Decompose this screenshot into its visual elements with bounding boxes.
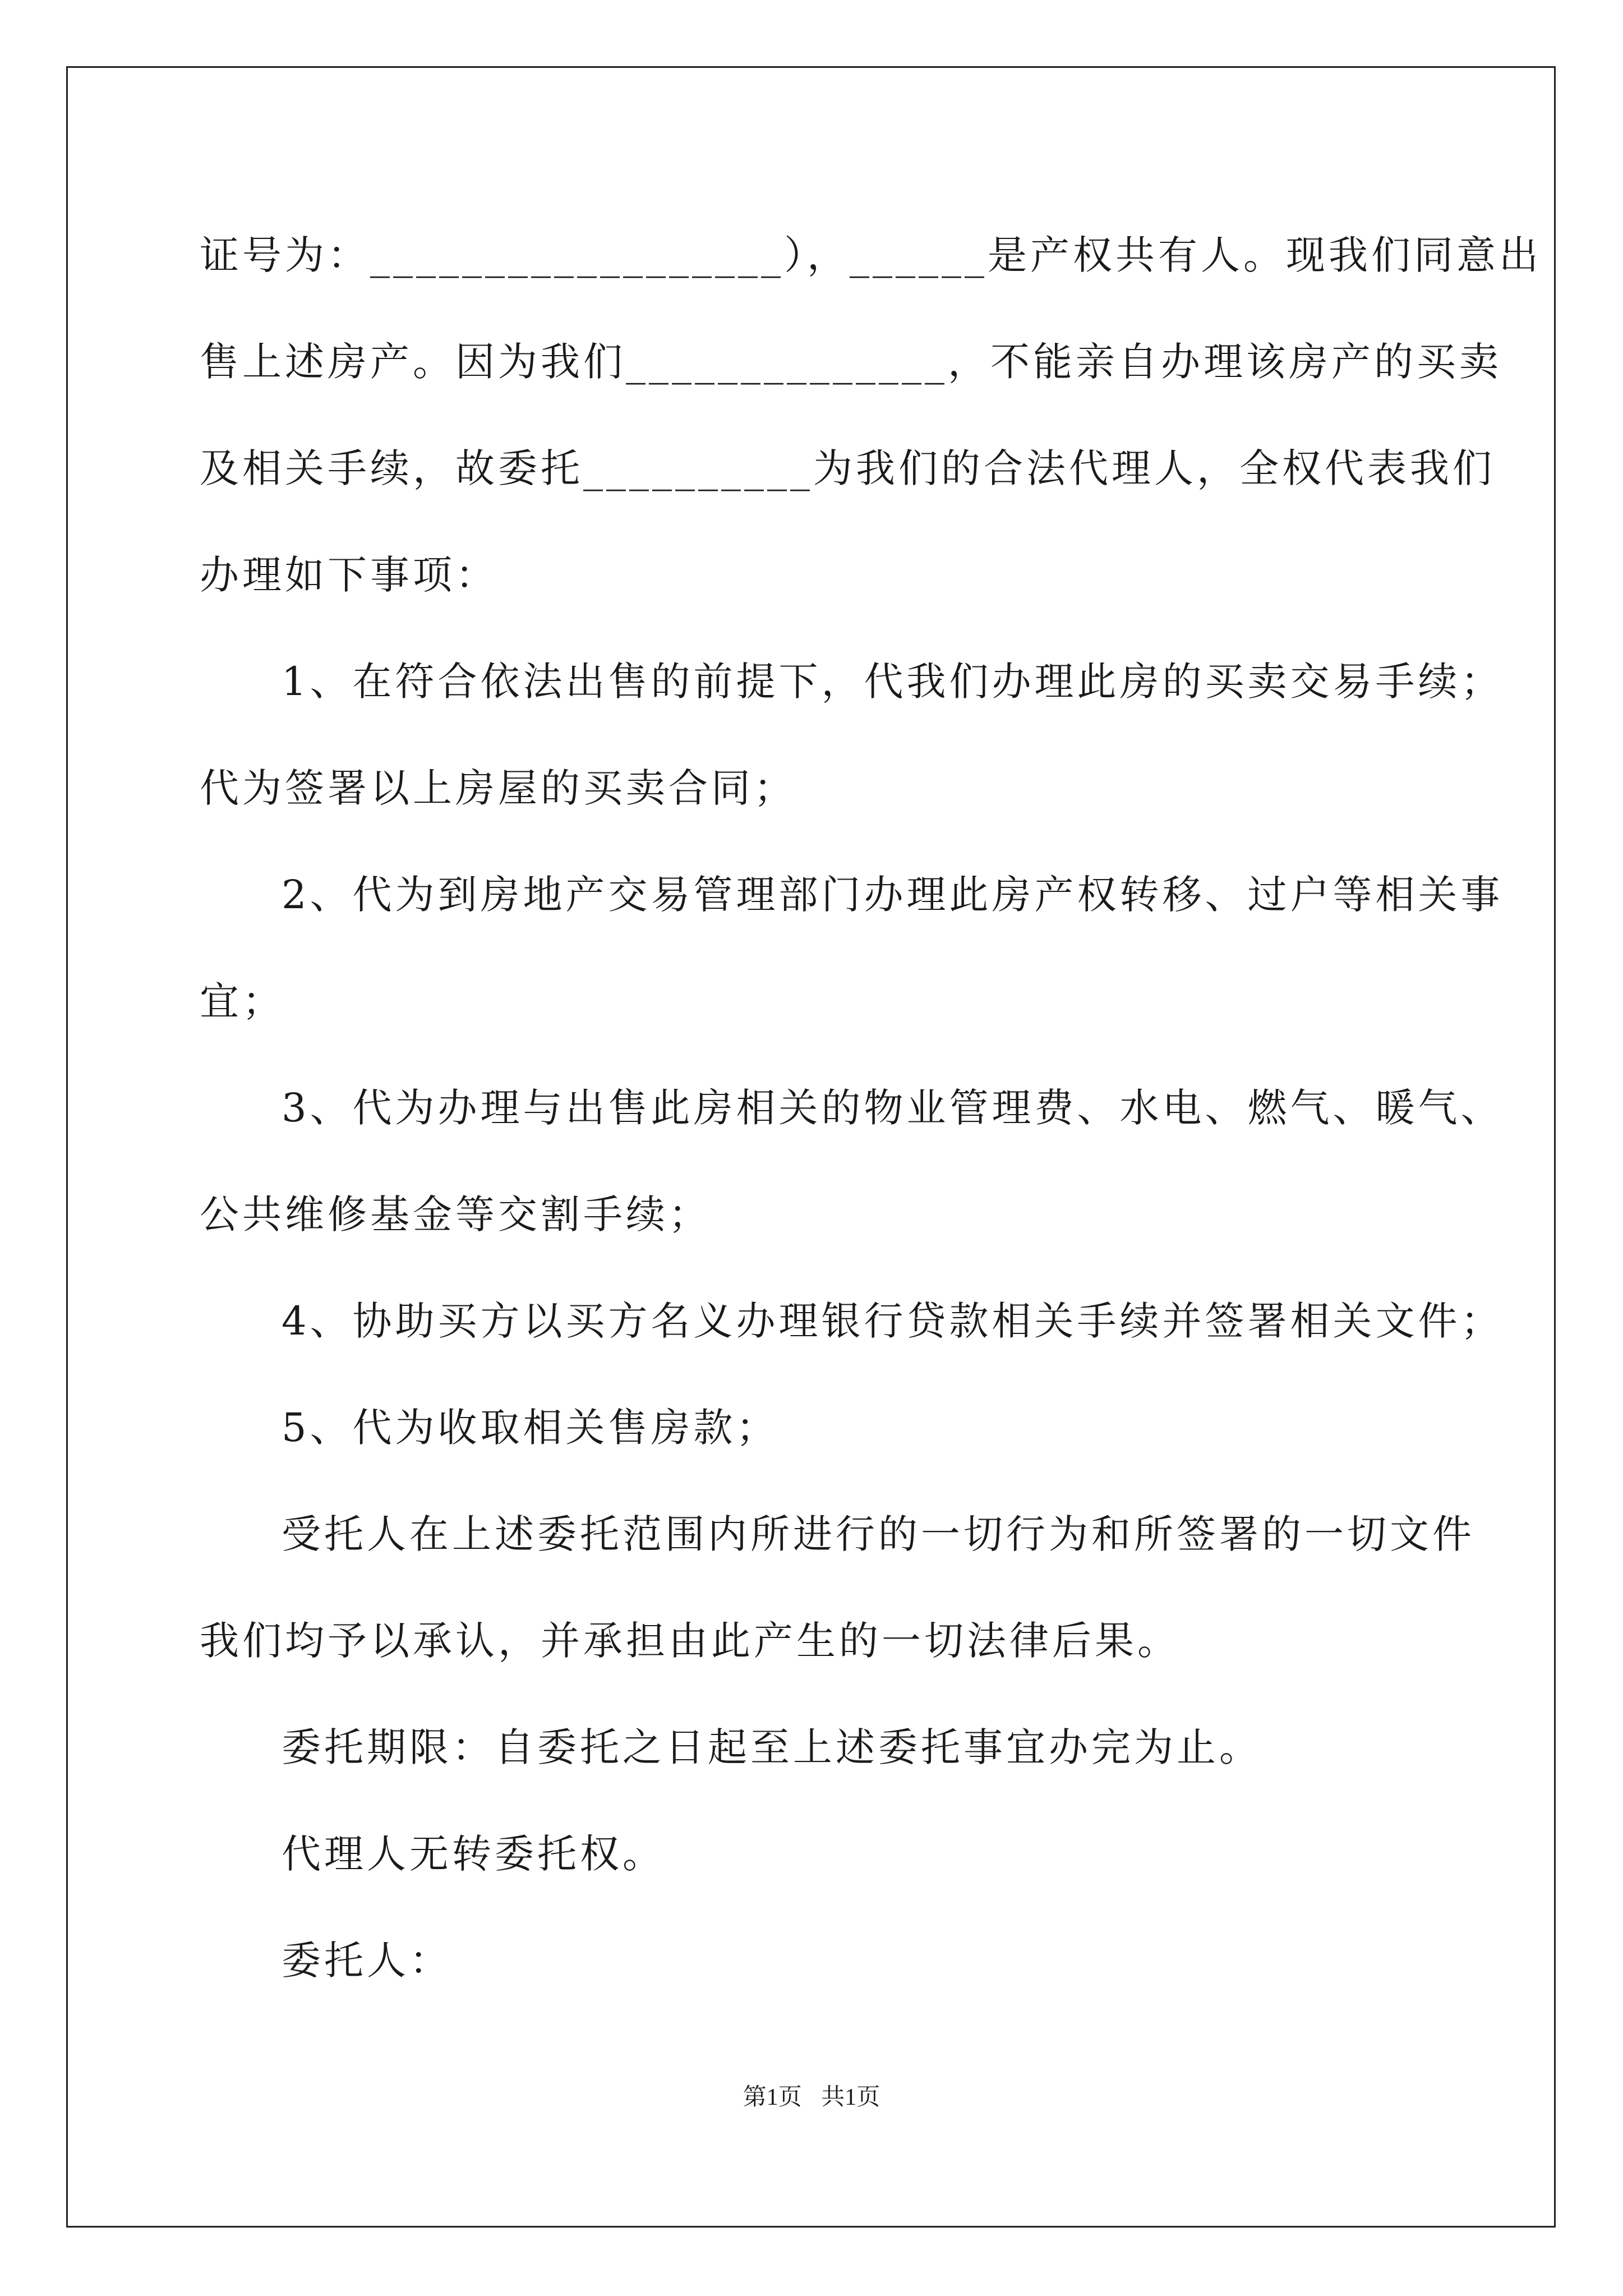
text-line: 受托人在上述委托范围内所进行的一切行为和所签署的一切文件 bbox=[282, 1511, 1475, 1557]
text-line: 3、代为办理与出售此房相关的物业管理费、水电、燃气、暖气、 bbox=[282, 1085, 1504, 1131]
text-line: 我们均予以承认，并承担由此产生的一切法律后果。 bbox=[200, 1618, 1180, 1664]
text-line: 代为签署以上房屋的买卖合同； bbox=[200, 765, 796, 811]
text-line: 4、协助买方以买方名义办理银行贷款相关手续并签署相关文件； bbox=[282, 1298, 1504, 1344]
page-total: 共1页 bbox=[821, 2085, 880, 2110]
text-line: 宜； bbox=[200, 978, 285, 1024]
text-line: 委托期限：自委托之日起至上述委托事宜办完为止。 bbox=[282, 1724, 1262, 1770]
text-line: 售上述房产。因为我们______________，不能亲自办理该房产的买卖 bbox=[200, 339, 1502, 385]
page-footer bbox=[0, 2078, 1623, 2112]
text-line: 2、代为到房地产交易管理部门办理此房产权转移、过户等相关事 bbox=[282, 872, 1504, 918]
text-line: 委托人： bbox=[282, 1938, 452, 1984]
text-line: 公共维修基金等交割手续； bbox=[200, 1191, 711, 1237]
text-line: 办理如下事项： bbox=[200, 552, 498, 598]
text-line: 及相关手续，故委托__________为我们的合法代理人，全权代表我们 bbox=[200, 445, 1495, 491]
text-line: 5、代为收取相关售房款； bbox=[282, 1405, 779, 1451]
text-line: 1、在符合依法出售的前提下，代我们办理此房的买卖交易手续； bbox=[282, 659, 1504, 705]
document-body bbox=[200, 202, 1542, 2014]
page-number: 第1页 bbox=[743, 2085, 802, 2110]
text-line: 证号为：__________________），______是产权共有人。现我们同意出 bbox=[200, 232, 1542, 278]
text-line: 代理人无转委托权。 bbox=[282, 1831, 665, 1877]
